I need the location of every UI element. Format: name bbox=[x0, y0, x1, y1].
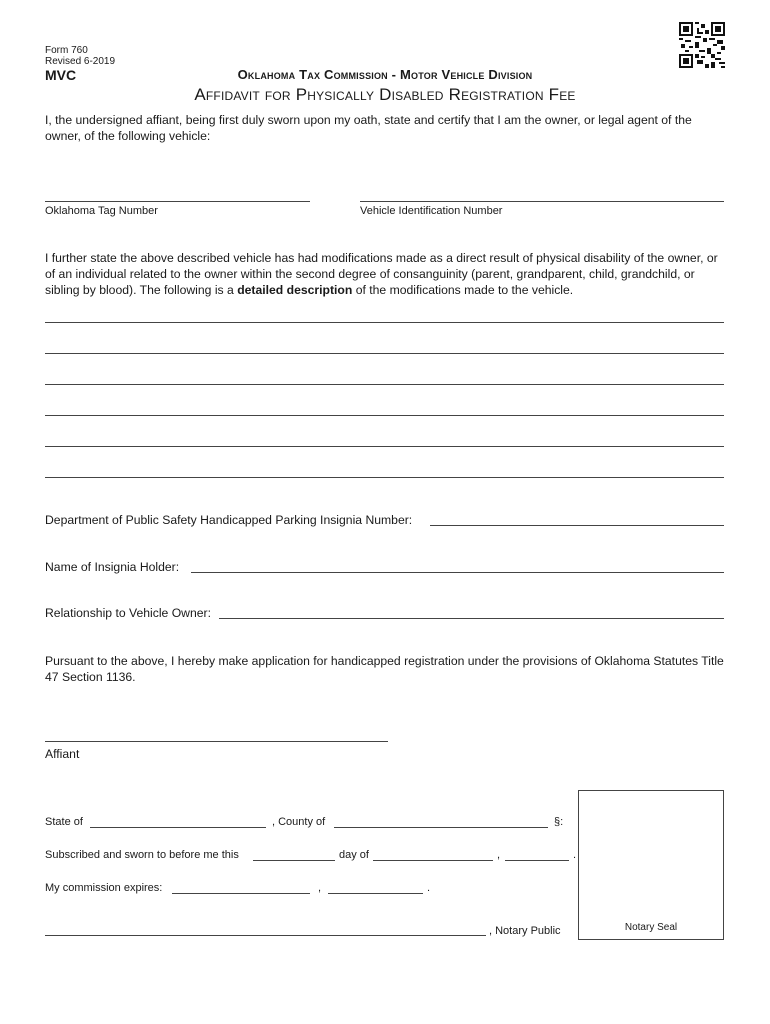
tag-number-label: Oklahoma Tag Number bbox=[45, 205, 158, 217]
date-comma: , bbox=[497, 849, 501, 861]
commission-date-field[interactable] bbox=[172, 893, 310, 894]
description-line-3[interactable] bbox=[45, 384, 724, 385]
application-statement: Pursuant to the above, I hereby make application for handicapped registration under the provisions of Oklahoma Statutes Title 47 Section 1136. bbox=[45, 654, 724, 684]
description-line-4[interactable] bbox=[45, 415, 724, 416]
intro-statement: I, the undersigned affiant, being first duly sworn upon my oath, state and certify that I am the owner, or legal agent of the owner, of the following vehicle: bbox=[45, 113, 692, 143]
description-line-5[interactable] bbox=[45, 446, 724, 447]
mvc-code: MVC bbox=[45, 67, 77, 83]
subscribed-month-field[interactable] bbox=[373, 860, 493, 861]
notary-seal-box bbox=[578, 790, 724, 940]
insignia-holder-label: Name of Insignia Holder: bbox=[45, 560, 180, 574]
section-mark: §: bbox=[554, 816, 564, 828]
page-title: Affidavit for Physically Disabled Registration Fee bbox=[194, 85, 576, 104]
modifications-text-before: I further state the above described vehicle has had modifications made as a direct result of physical disability of the owner, or of an individual related to the owner within the second degree of consanguinity (parent, grandparent, child, grandchild, or sibling by blood). The following is a bbox=[45, 251, 718, 297]
state-of-label: State of bbox=[45, 816, 83, 828]
description-line-2[interactable] bbox=[45, 353, 724, 354]
insignia-number-field[interactable] bbox=[430, 525, 724, 526]
insignia-number-label: Department of Public Safety Handicapped Parking Insignia Number: bbox=[45, 513, 413, 527]
affiant-signature-field[interactable] bbox=[45, 741, 388, 742]
county-of-label: , County of bbox=[272, 816, 326, 828]
description-line-1[interactable] bbox=[45, 322, 724, 323]
notary-seal-label: Notary Seal bbox=[624, 922, 678, 933]
vin-label: Vehicle Identification Number bbox=[360, 205, 503, 217]
state-field[interactable] bbox=[90, 827, 266, 828]
qr-code-icon bbox=[679, 22, 725, 68]
date-period: . bbox=[573, 849, 577, 861]
subscribed-day-field[interactable] bbox=[253, 860, 335, 861]
tag-number-field[interactable] bbox=[45, 201, 310, 202]
form-number: Form 760 bbox=[45, 45, 88, 56]
county-field[interactable] bbox=[334, 827, 548, 828]
day-of-label: day of bbox=[339, 849, 369, 861]
commission-comma: , bbox=[318, 882, 322, 894]
subscribed-year-field[interactable] bbox=[505, 860, 569, 861]
modifications-text-after: of the modifications made to the vehicle. bbox=[352, 283, 574, 297]
notary-signature-field[interactable] bbox=[45, 935, 486, 936]
commission-year-field[interactable] bbox=[328, 893, 423, 894]
affiant-label: Affiant bbox=[45, 747, 80, 761]
commission-expires-label: My commission expires: bbox=[45, 882, 163, 894]
relationship-field[interactable] bbox=[219, 618, 724, 619]
subscribed-label: Subscribed and sworn to before me this bbox=[45, 849, 239, 861]
modifications-statement bbox=[45, 250, 730, 298]
vin-field[interactable] bbox=[360, 201, 724, 202]
agency-name: Oklahoma Tax Commission - Motor Vehicle Division bbox=[237, 67, 533, 82]
insignia-holder-field[interactable] bbox=[191, 572, 724, 573]
description-line-6[interactable] bbox=[45, 477, 724, 478]
revised-date: Revised 6-2019 bbox=[45, 56, 116, 67]
detailed-description-emphasis: detailed description bbox=[237, 283, 353, 297]
notary-public-label: , Notary Public bbox=[489, 925, 561, 937]
relationship-label: Relationship to Vehicle Owner: bbox=[45, 606, 211, 620]
commission-period: . bbox=[427, 882, 431, 894]
